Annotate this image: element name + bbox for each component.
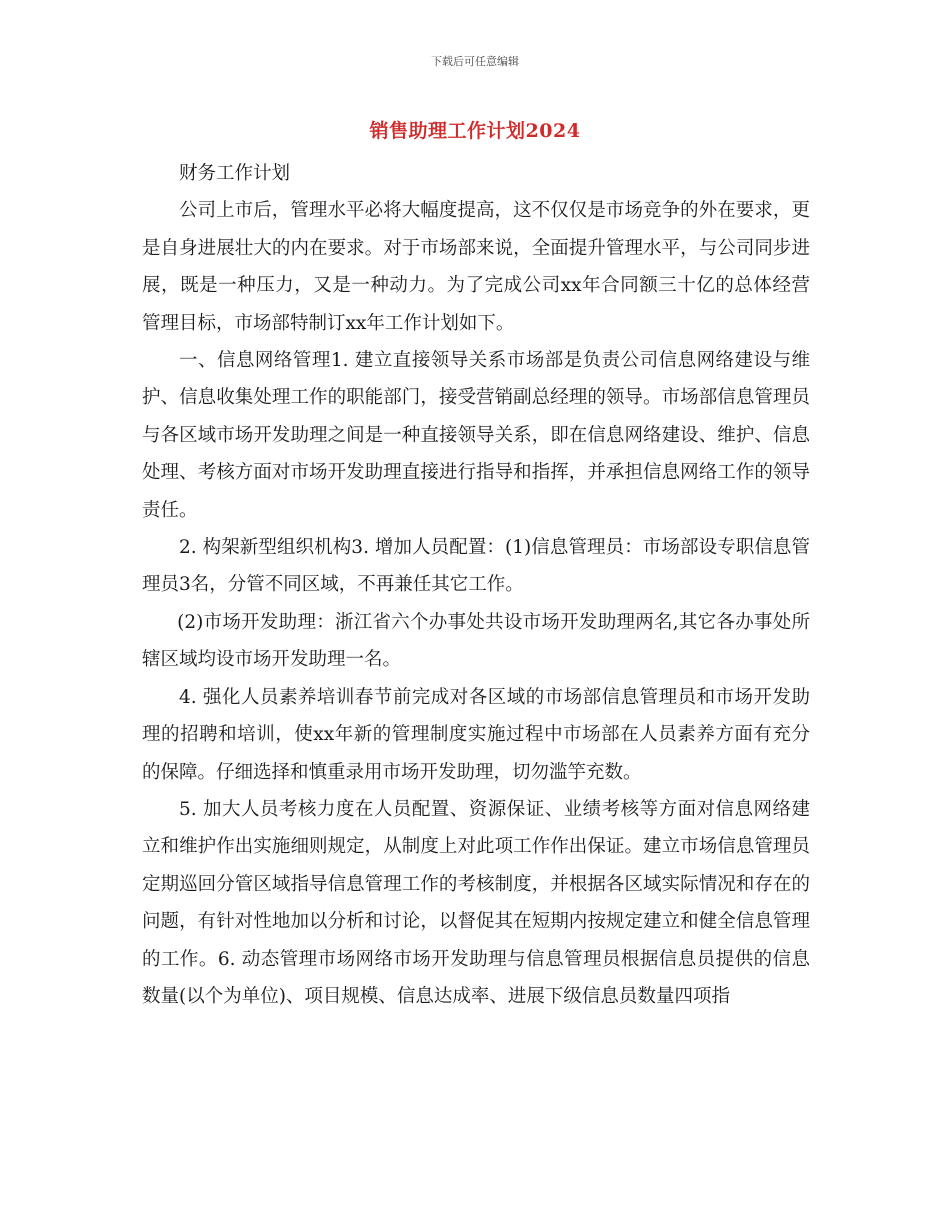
paragraph: 2. 构架新型组织机构3. 增加人员配置：(1)信息管理员：市场部设专职信息管理员3名，分管不同区域，不再兼任其它工作。 <box>142 537 810 596</box>
paragraph: 公司上市后，管理水平必将大幅度提高，这不仅仅是市场竞争的外在要求，更是自身进展壮大的内在要求。对于市场部来说，全面提升管理水平，与公司同步进展，既是一种压力，又是一种动力。为了完成公司xx年合同额三十亿的总体经营管理目标，市场部特制订xx年工作计划如下。 <box>142 200 810 334</box>
document-title: 销售助理工作计划2024 <box>369 120 581 142</box>
paragraph: 4. 强化人员素养培训春节前完成对各区域的市场部信息管理员和市场开发助理的招聘和培训，使xx年新的管理制度实施过程中市场部在人员素养方面有充分的保障。仔细选择和慎重录用市场开发助理，切勿滥竽充数。 <box>142 686 810 783</box>
paragraph: (2)市场开发助理：浙江省六个办事处共设市场开发助理两名,其它各办事处所辖区域均设市场开发助理一名。 <box>142 611 810 671</box>
page-header: 下载后可任意编辑 <box>431 55 519 68</box>
paragraph: 5. 加大人员考核力度在人员配置、资源保证、业绩考核等方面对信息网络建立和维护作出实施细则规定，从制度上对此项工作作出保证。建立市场信息管理员定期巡回分管区域指导信息管理工作的考核制度，并根据各区域实际情况和存在的问题，有针对性地加以分析和讨论，以督促其在短期内按规定建立和健全信息管理的工作。6. 动态管理市场网络市场开发助理与信息管理员根据信息员提供的信息数量(以个为单位)、项目规模、信息达成率、进展下级信息员数量四项指 <box>142 798 810 1007</box>
paragraph-subtitle: 财务工作计划 <box>179 163 291 184</box>
document-body <box>142 155 810 1015</box>
paragraph: 一、信息网络管理1. 建立直接领导关系市场部是负责公司信息网络建设与维护、信息收集处理工作的职能部门，接受营销副总经理的领导。市场部信息管理员与各区域市场开发助理之间是一种直接领导关系，即在信息网络建设、维护、信息处理、考核方面对市场开发助理直接进行指导和指挥，并承担信息网络工作的领导责任。 <box>142 350 810 521</box>
